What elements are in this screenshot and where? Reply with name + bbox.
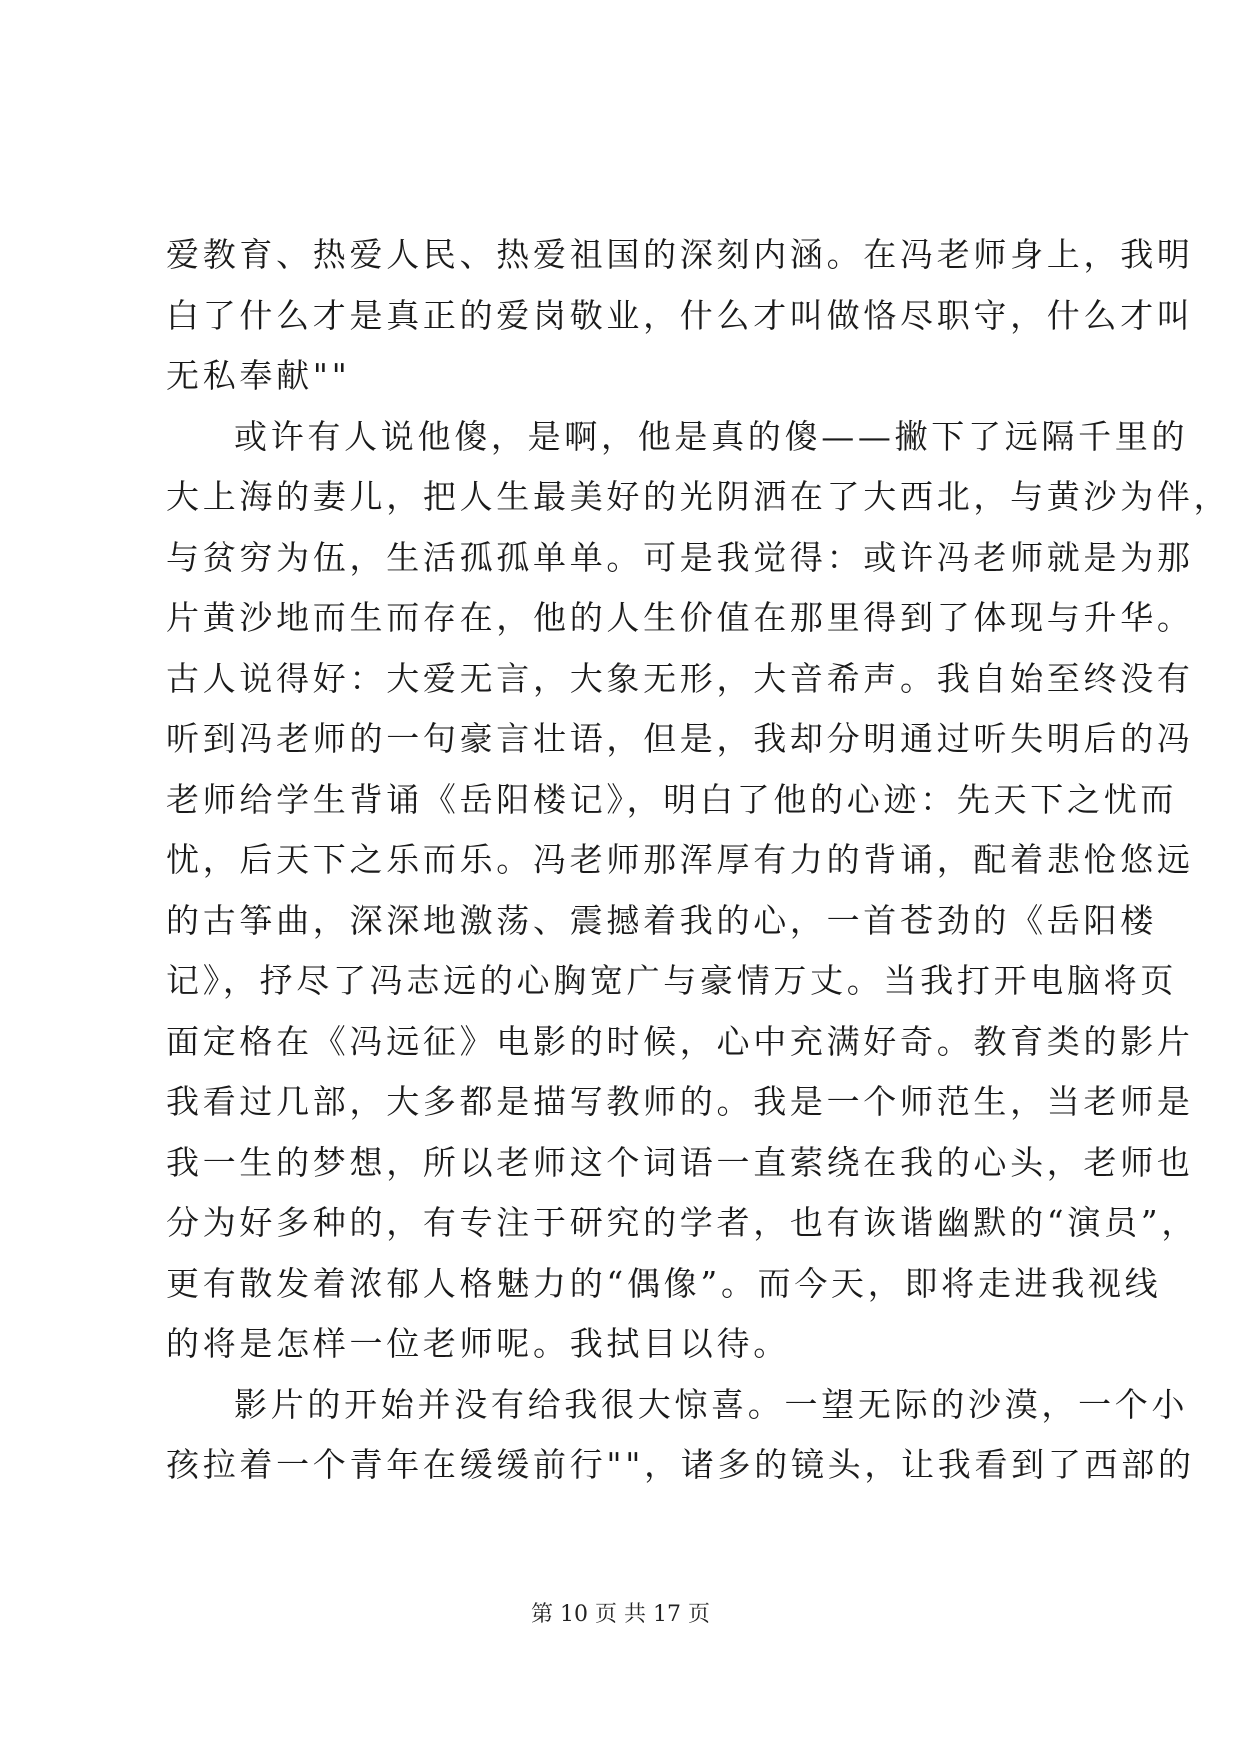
text-line: 分为好多种的，有专注于研究的学者，也有诙谐幽默的“演员”，	[166, 1203, 1199, 1242]
text-line: 老师给学生背诵《岳阳楼记》，明白了他的心迹：先天下之忧而	[166, 779, 1178, 819]
text-line: 与贫穷为伍，生活孤孤单单。可是我觉得：或许冯老师就是为那	[166, 537, 1194, 577]
text-line: 片黄沙地而生而存在，他的人生价值在那里得到了体现与升华。	[166, 598, 1194, 637]
text-line: 孩拉着一个青年在缓缓前行""，诸多的镜头，让我看到了西部的	[166, 1445, 1195, 1484]
text-line: 更有散发着浓郁人格魅力的“偶像”。而今天，即将走进我视线	[166, 1263, 1162, 1303]
text-line: 的古筝曲，深深地激荡、震撼着我的心，一首苍劲的《岳阳楼	[166, 900, 1157, 940]
text-line: 大上海的妻儿，把人生最美好的光阴洒在了大西北，与黄沙为伴，	[166, 477, 1231, 516]
text-line: 记》，抒尽了冯志远的心胸宽广与豪情万丈。当我打开电脑将页	[166, 961, 1178, 1000]
body-text	[166, 225, 1231, 1496]
text-line: 忧，后天下之乐而乐。冯老师那浑厚有力的背诵，配着悲怆悠远	[166, 840, 1194, 879]
text-line: 听到冯老师的一句豪言壮语，但是，我却分明通过听失明后的冯	[166, 719, 1194, 758]
paragraph	[166, 1375, 1195, 1496]
text-line: 或许有人说他傻，是啊，他是真的傻——撇下了远隔千里的	[234, 416, 1189, 456]
text-line: 我一生的梦想，所以老师这个词语一直萦绕在我的心头，老师也	[166, 1142, 1194, 1182]
text-line: 爱教育、热爱人民、热爱祖国的深刻内涵。在冯老师身上，我明	[166, 235, 1194, 274]
text-line: 古人说得好：大爱无言，大象无形，大音希声。我自始至终没有	[166, 658, 1194, 698]
text-line: 面定格在《冯远征》电影的时候，心中充满好奇。教育类的影片	[166, 1021, 1194, 1061]
text-line: 无私奉献""	[166, 356, 351, 395]
text-line: 我看过几部，大多都是描写教师的。我是一个师范生，当老师是	[166, 1082, 1194, 1121]
text-line: 的将是怎样一位老师呢。我拭目以待。	[166, 1324, 790, 1363]
paragraph	[166, 225, 1194, 407]
text-line: 白了什么才是真正的爱岗敬业，什么才叫做恪尽职守，什么才叫	[166, 295, 1194, 335]
paragraph	[166, 407, 1231, 1375]
text-line: 影片的开始并没有给我很大惊喜。一望无际的沙漠，一个小	[234, 1384, 1189, 1424]
page-footer: 第 10 页 共 17 页	[531, 1602, 710, 1627]
